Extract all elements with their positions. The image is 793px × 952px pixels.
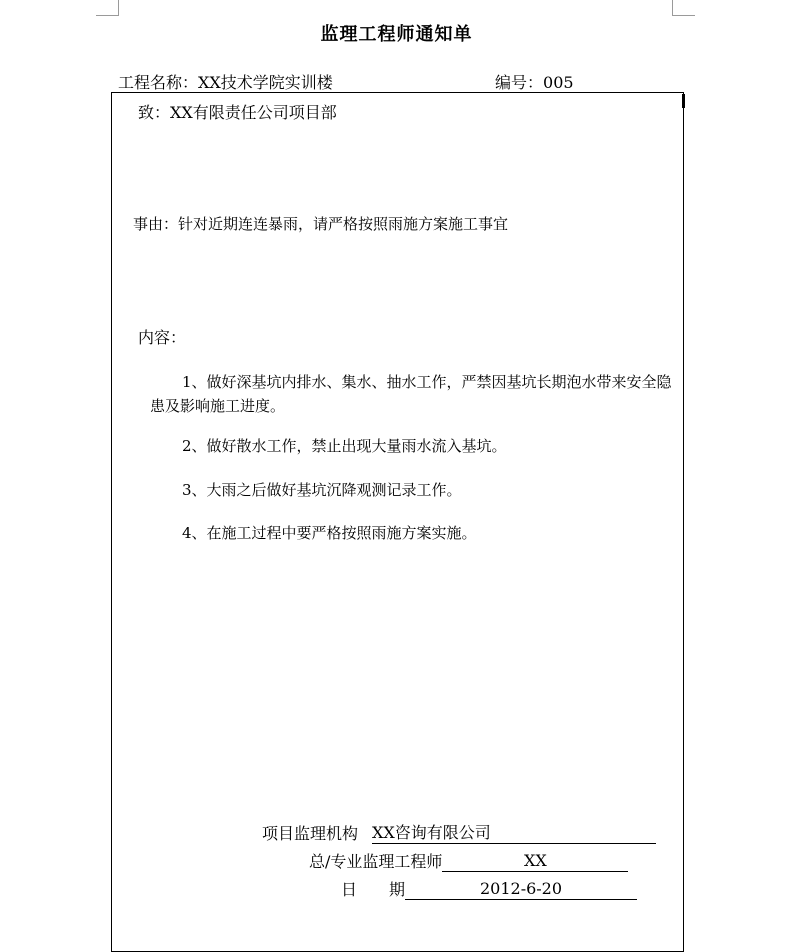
project-name-line xyxy=(118,70,333,93)
crop-mark-top-left-vertical xyxy=(118,0,119,16)
date-value: 2012-6-20 xyxy=(405,878,637,900)
content-item-4: 4、在施工过程中要严格按照雨施方案实施。 xyxy=(182,524,477,542)
document-number-line xyxy=(495,70,574,93)
content-item-1: 1、做好深基坑内排水、集水、抽水工作，严禁因基坑长期泡水带来安全隐患及影响施工进度。 xyxy=(150,373,672,415)
crop-mark-top-left-horizontal xyxy=(96,15,119,16)
document-number-label: 编号： xyxy=(495,73,544,92)
document-title: 监理工程师通知单 xyxy=(320,24,473,45)
chief-engineer-label: 总/专业监理工程师 xyxy=(309,852,443,871)
addressee-line: 致：XX有限责任公司项目部 xyxy=(138,103,337,122)
crop-mark-top-right-horizontal xyxy=(672,15,695,16)
project-name-label: 工程名称： xyxy=(118,73,199,92)
chief-engineer-row xyxy=(309,849,628,872)
project-name-value: XX技术学院实训楼 xyxy=(198,73,333,92)
supervision-org-row xyxy=(262,821,656,844)
chief-engineer-value: XX xyxy=(442,850,628,872)
content-item-2: 2、做好散水工作，禁止出现大量雨水流入基坑。 xyxy=(182,437,507,455)
supervision-org-label: 项目监理机构 xyxy=(262,824,359,843)
box-edge-mark xyxy=(682,94,685,108)
date-label: 日 期 xyxy=(341,880,406,899)
subject-line: 事由：针对近期连连暴雨，请严格按照雨施方案施工事宜 xyxy=(133,215,509,233)
content-item-3: 3、大雨之后做好基坑沉降观测记录工作。 xyxy=(182,481,462,499)
document-number-value: 005 xyxy=(543,73,574,92)
content-label: 内容： xyxy=(138,328,187,347)
date-row xyxy=(341,877,637,900)
crop-mark-top-right-vertical xyxy=(672,0,673,16)
supervision-org-value: XX咨询有限公司 xyxy=(372,822,656,844)
